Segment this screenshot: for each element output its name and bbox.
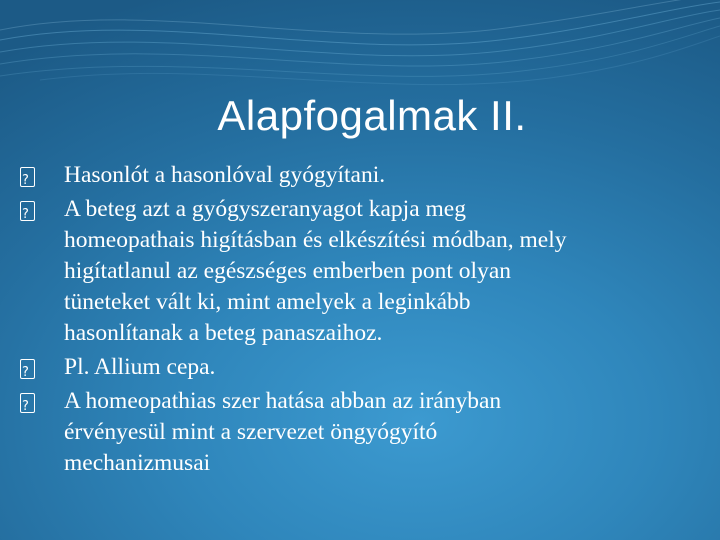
- bullet-line: tüneteket vált ki, mint amelyek a leginkább: [64, 289, 471, 315]
- bullet-line: Hasonlót a hasonlóval gyógyítani.: [64, 162, 386, 188]
- bullet-line: A homeopathias szer hatása abban az irányban: [64, 388, 502, 414]
- bullet-item: [20, 386, 710, 479]
- bullet-line: hasonlítanak a beteg panaszaihoz.: [64, 320, 383, 346]
- bullet-line: higítatlanul az egészséges emberben pont olyan: [64, 258, 511, 284]
- bullet-line: mechanizmusai: [64, 450, 211, 476]
- bullet-marker-icon: [20, 352, 64, 388]
- bullet-marker-icon: [20, 386, 64, 422]
- bullet-item: [20, 160, 710, 191]
- bullet-line: A beteg azt a gyógyszeranyagot kapja meg: [64, 196, 466, 222]
- bullet-line: érvényesül mint a szervezet öngyógyító: [64, 419, 438, 445]
- bullet-item: [20, 352, 710, 383]
- bullet-list: [20, 160, 710, 482]
- bullet-line: Pl. Allium cepa.: [64, 354, 216, 380]
- bullet-marker-icon: [20, 160, 64, 196]
- bullet-marker-icon: [20, 194, 64, 230]
- bullet-item: [20, 194, 710, 349]
- slide-title: Alapfogalmak II.: [217, 92, 527, 139]
- bullet-line: homeopathais higításban és elkészítési módban, mely: [64, 227, 567, 253]
